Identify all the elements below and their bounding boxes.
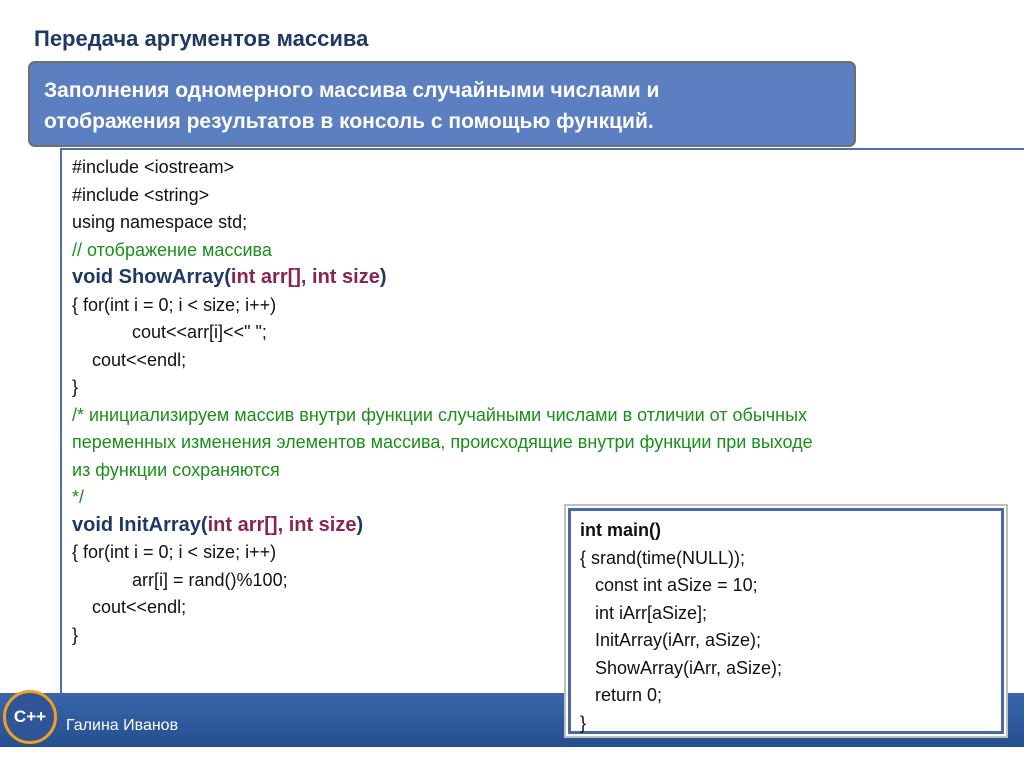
code-line: } (72, 377, 79, 397)
signature-args: int arr[], int size (207, 513, 357, 536)
cpp-logo-icon: C++ (3, 690, 57, 744)
main-code-line: InitArray(iArr, aSize); (580, 630, 762, 650)
code-line: cout<<endl; (72, 597, 187, 617)
signature-name: void InitArray( (72, 513, 208, 536)
code-comment: /* инициализируем массив внутри функции случайными числами в отличии от обычных (72, 404, 808, 425)
function-signature-showarray (72, 264, 1024, 292)
code-line: #include <iostream> (72, 157, 235, 177)
code-line: using namespace std; (72, 212, 248, 232)
signature-close: ) (356, 513, 364, 536)
code-line: arr[i] = rand()%100; (72, 569, 288, 590)
main-code-line: return 0; (580, 685, 663, 705)
code-line: } (72, 624, 79, 645)
footer-author: Галина Иванов (66, 717, 179, 734)
main-code-line: int main() (580, 520, 661, 540)
code-comment: переменных изменения элементов массива, происходящие внутри функции при выходе (72, 432, 813, 452)
banner-line: Заполнения одномерного массива случайными числами и (44, 79, 660, 102)
signature-args: int arr[], int size (230, 266, 380, 288)
code-comment: из функции сохраняются (72, 459, 280, 480)
code-line: cout<<arr[i]<<" "; (72, 322, 267, 342)
main-code-line: const int aSize = 10; (580, 575, 758, 595)
main-code-line: int iArr[aSize]; (580, 602, 708, 623)
code-line: cout<<endl; (72, 349, 187, 370)
code-line: #include <string> (72, 184, 210, 205)
main-code-line: ShowArray(iArr, aSize); (580, 657, 783, 678)
signature-name: void ShowArray( (72, 266, 231, 288)
main-function-box (568, 508, 1004, 734)
code-comment: // отображение массива (72, 239, 272, 260)
code-line: { for(int i = 0; i < size; i++) (72, 294, 277, 315)
code-line: { for(int i = 0; i < size; i++) (72, 542, 277, 562)
banner-line: отображения результатов в консоль с помощью функций. (44, 110, 654, 133)
main-code-line: { srand(time(NULL)); (580, 547, 746, 568)
signature-close: ) (379, 266, 387, 288)
subtitle-banner (28, 61, 856, 147)
code-comment: */ (72, 487, 85, 507)
slide-title: Передача аргументов массива (34, 26, 369, 51)
main-code-line: } (580, 712, 587, 733)
